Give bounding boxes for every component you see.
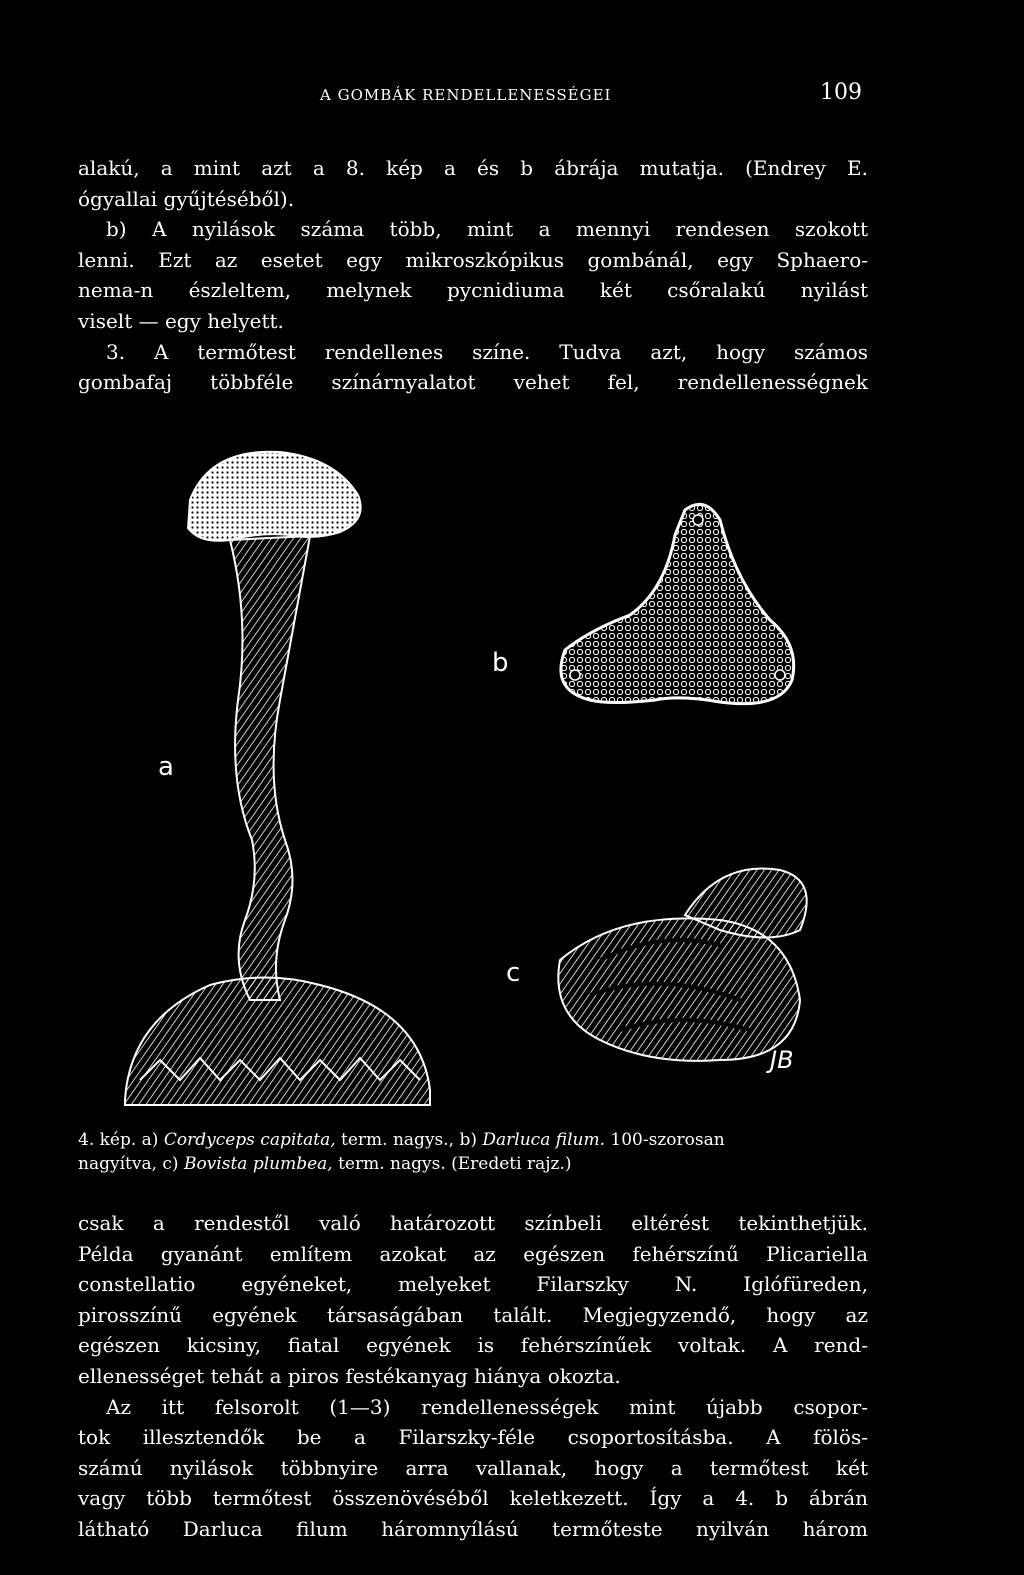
text-line: viselt — egy helyett. <box>78 308 284 333</box>
caption-text: nagyítva, c) <box>78 1154 184 1174</box>
text-line: nema-n észleltem, melynek pycnidiuma két csőralakú nyilást <box>78 278 868 303</box>
artist-monogram: JB <box>770 1046 794 1074</box>
text-line: számú nyilások többnyire arra vallanak, hogy a termőtest két <box>78 1455 868 1480</box>
text-line: 3. A termőtest rendellenes színe. Tudva azt, hogy számos <box>106 339 868 364</box>
text-line: pirosszínű egyének társaságában talált. Megjegyzendő, hogy az <box>78 1302 868 1327</box>
text-line: Az itt felsorolt (1—3) rendellenességek mint újabb csopor- <box>106 1394 868 1419</box>
species-name: Bovista plumbea, <box>183 1154 333 1174</box>
text-line: látható Darluca filum háromnyílású termőteste nyilván három <box>78 1516 868 1541</box>
caption-text: term. nagys., b) <box>335 1130 483 1150</box>
figure-caption <box>78 1128 868 1176</box>
text-line: alakú, a mint azt a 8. kép a és b ábrája mutatja. (Endrey E. <box>78 156 868 180</box>
running-header: A GOMBÁK RENDELLENESSÉGEI <box>320 86 612 104</box>
species-name: Darluca filum. <box>482 1130 605 1150</box>
figure-illustration <box>120 440 910 1130</box>
label-c: c <box>506 958 521 988</box>
bovista-drawing <box>558 868 806 1060</box>
caption-text: term. nagys. (Eredeti rajz.) <box>332 1154 572 1174</box>
species-name: Cordyceps capitata, <box>163 1130 336 1150</box>
caption-line-2 <box>78 1152 868 1176</box>
text-line: ellenességet tehát a piros festékanyag hiánya okozta. <box>78 1363 621 1388</box>
label-b: b <box>492 648 509 678</box>
caption-text: 100-szorosan <box>605 1130 725 1150</box>
text-line: tok illesztendők be a Filarszky-féle csoportosításba. A fölös- <box>78 1425 868 1450</box>
page-number: 109 <box>820 80 862 105</box>
darluca-drawing <box>561 504 794 703</box>
bottom-paragraphs <box>78 1208 868 1545</box>
text-line: b) A nyilások száma több, mint a mennyi rendesen szokott <box>106 217 868 242</box>
caption-text: 4. kép. a) <box>78 1130 164 1150</box>
caption-line-1 <box>78 1128 868 1152</box>
text-line: lenni. Ezt az esetet egy mikroszkópikus gombánál, egy Sphaero- <box>78 247 868 272</box>
label-a: a <box>158 752 174 782</box>
text-line: gombafaj többféle színárnyalatot vehet fel, rendellenességnek <box>78 370 868 395</box>
text-line: vagy több termőtest összenövéséből keletkezett. Így a 4. b ábrán <box>78 1486 868 1511</box>
text-line: egészen kicsiny, fiatal egyének is fehérszínűek voltak. A rend- <box>78 1333 868 1358</box>
text-line: ógyallai gyűjtéséből). <box>78 186 295 211</box>
text-line: Példa gyanánt említem azokat az egészen fehérszínű Plicariella <box>78 1241 868 1266</box>
top-paragraphs <box>78 153 868 398</box>
text-line: csak a rendestől való határozott színbeli eltérést tekinthetjük. <box>78 1211 868 1235</box>
text-line: constellatio egyéneket, melyeket Filarszky N. Iglófüreden, <box>78 1272 868 1297</box>
figure-4 <box>120 440 910 1130</box>
